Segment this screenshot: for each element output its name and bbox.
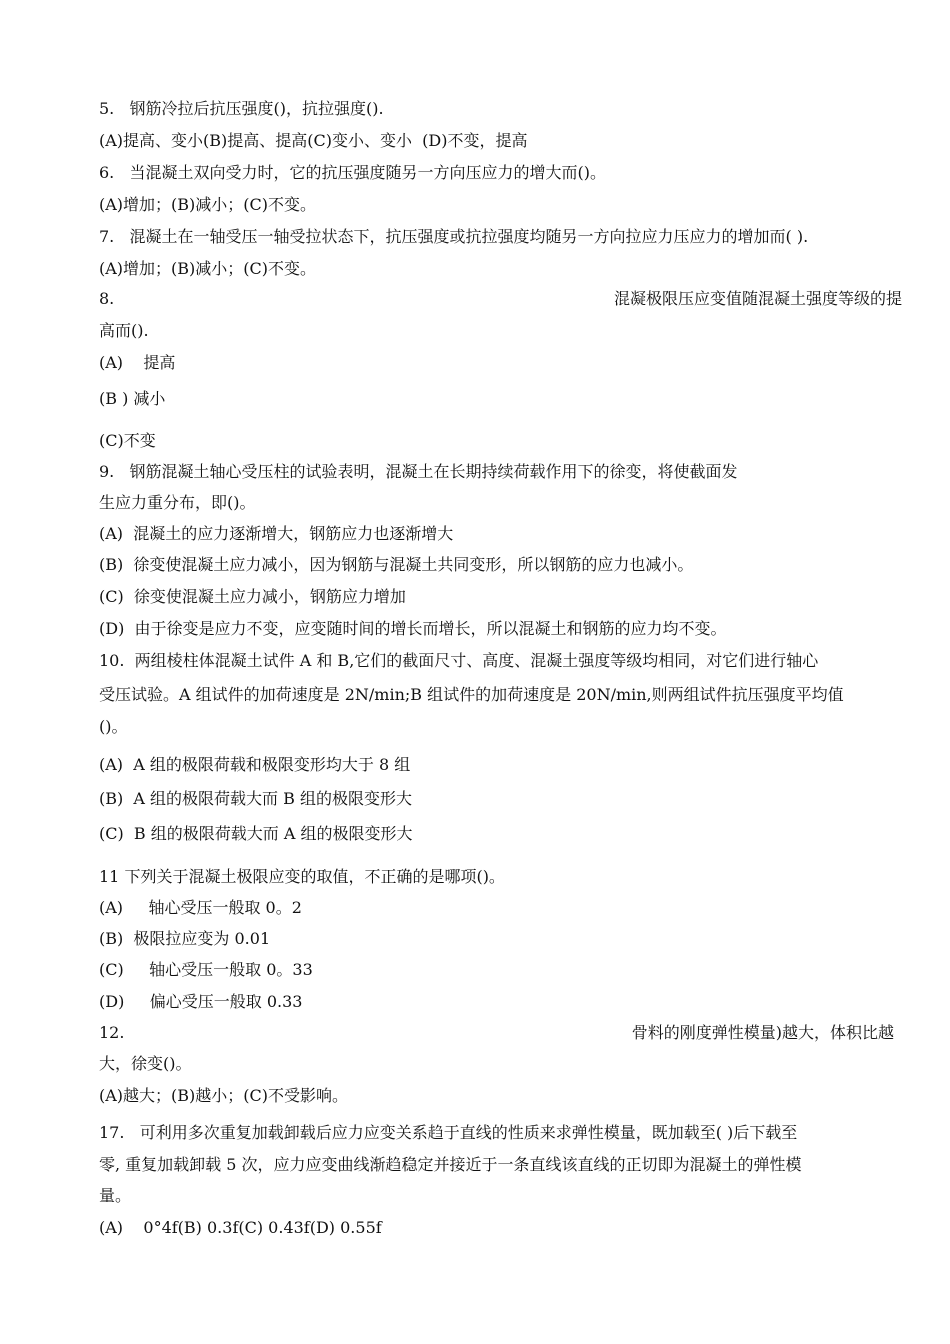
q10-option-a: (A) A 组的极限荷载和极限变形均大于 8 组: [99, 755, 411, 774]
q10-stem: 10. 两组棱柱体混凝土试件 A 和 B,它们的截面尺寸、高度、混凝土强度等级均相同，对它们进行轴心: [99, 651, 819, 670]
q17-stem-end: 量。: [99, 1186, 132, 1205]
q10-option-b: (B) A 组的极限荷载大而 B 组的极限变形大: [99, 789, 412, 808]
q12-stem-cont: 大，徐变()。: [99, 1054, 192, 1073]
q11-stem: 11 下列关于混凝土极限应变的取值，不正确的是哪项()。: [99, 867, 505, 886]
q12-options: (A)越大；(B)越小；(C)不受影响。: [99, 1086, 349, 1105]
q17-options: (A) 0°4f(B) 0.3f(C) 0.43f(D) 0.55f: [99, 1218, 382, 1237]
q10-stem-cont: 受压试验。A 组试件的加荷速度是 2N/min;B 组试件的加荷速度是 20N/min,则两组试件抗压强度平均值: [99, 685, 844, 704]
q6-options: (A)增加；(B)减小；(C)不变。: [99, 195, 317, 214]
q8-stem: 混凝极限压应变值随混凝土强度等级的提: [613, 289, 902, 308]
q9-stem: 9. 钢筋混凝土轴心受压柱的试验表明，混凝土在长期持续荷载作用下的徐变，将使截面发: [99, 462, 738, 481]
q5-options: (A)提高、变小(B)提高、提高(C)变小、变小 (D)不变，提高: [99, 131, 528, 150]
q8-option-b: (B ) 减小: [99, 389, 166, 408]
q9-option-b: (B) 徐变使混凝土应力减小，因为钢筋与混凝土共同变形，所以钢筋的应力也减小。: [99, 555, 694, 574]
q11-option-c: (C) 轴心受压一般取 0。33: [99, 960, 313, 979]
q9-stem-cont: 生应力重分布，即()。: [99, 493, 256, 512]
q11-option-a: (A) 轴心受压一般取 0。2: [99, 898, 302, 917]
q8-option-c: (C)不变: [99, 431, 156, 450]
q6-stem: 6. 当混凝土双向受力时，它的抗压强度随另一方向压应力的增大而()。: [99, 163, 607, 182]
q7-stem: 7. 混凝土在一轴受压一轴受拉状态下，抗压强度或抗拉强度均随另一方向拉应力压应力的增加而( ).: [99, 227, 809, 246]
q7-options: (A)增加；(B)减小；(C)不变。: [99, 259, 317, 278]
q12-stem: 骨料的刚度弹性模量)越大，体积比越: [631, 1023, 894, 1042]
q17-stem: 17. 可利用多次重复加载卸载后应力应变关系趋于直线的性质来求弹性模量，既加载至( )后下载至: [99, 1123, 798, 1142]
q17-stem-cont: 零, 重复加载卸载 5 次，应力应变曲线渐趋稳定并接近于一条直线该直线的正切即为混凝土的弹性模: [99, 1155, 802, 1174]
q8-option-a: (A) 提高: [99, 353, 176, 372]
q8-number: 8.: [99, 289, 115, 308]
q9-option-d: (D) 由于徐变是应力不变，应变随时间的增长而增长，所以混凝土和钢筋的应力均不变。: [99, 619, 727, 638]
q11-option-b: (B) 极限拉应变为 0.01: [99, 929, 271, 948]
q12-number: 12.: [99, 1023, 125, 1042]
q5-stem: 5. 钢筋冷拉后抗压强度()，抗拉强度().: [99, 99, 384, 118]
q10-option-c: (C) B 组的极限荷载大而 A 组的极限变形大: [99, 824, 413, 843]
q11-option-d: (D) 偏心受压一般取 0.33: [99, 992, 303, 1011]
q9-option-a: (A) 混凝土的应力逐渐增大，钢筋应力也逐渐增大: [99, 524, 454, 543]
q9-option-c: (C) 徐变使混凝土应力减小，钢筋应力增加: [99, 587, 406, 606]
q8-stem-cont: 高而().: [99, 321, 149, 340]
q10-stem-end: ()。: [99, 717, 128, 736]
